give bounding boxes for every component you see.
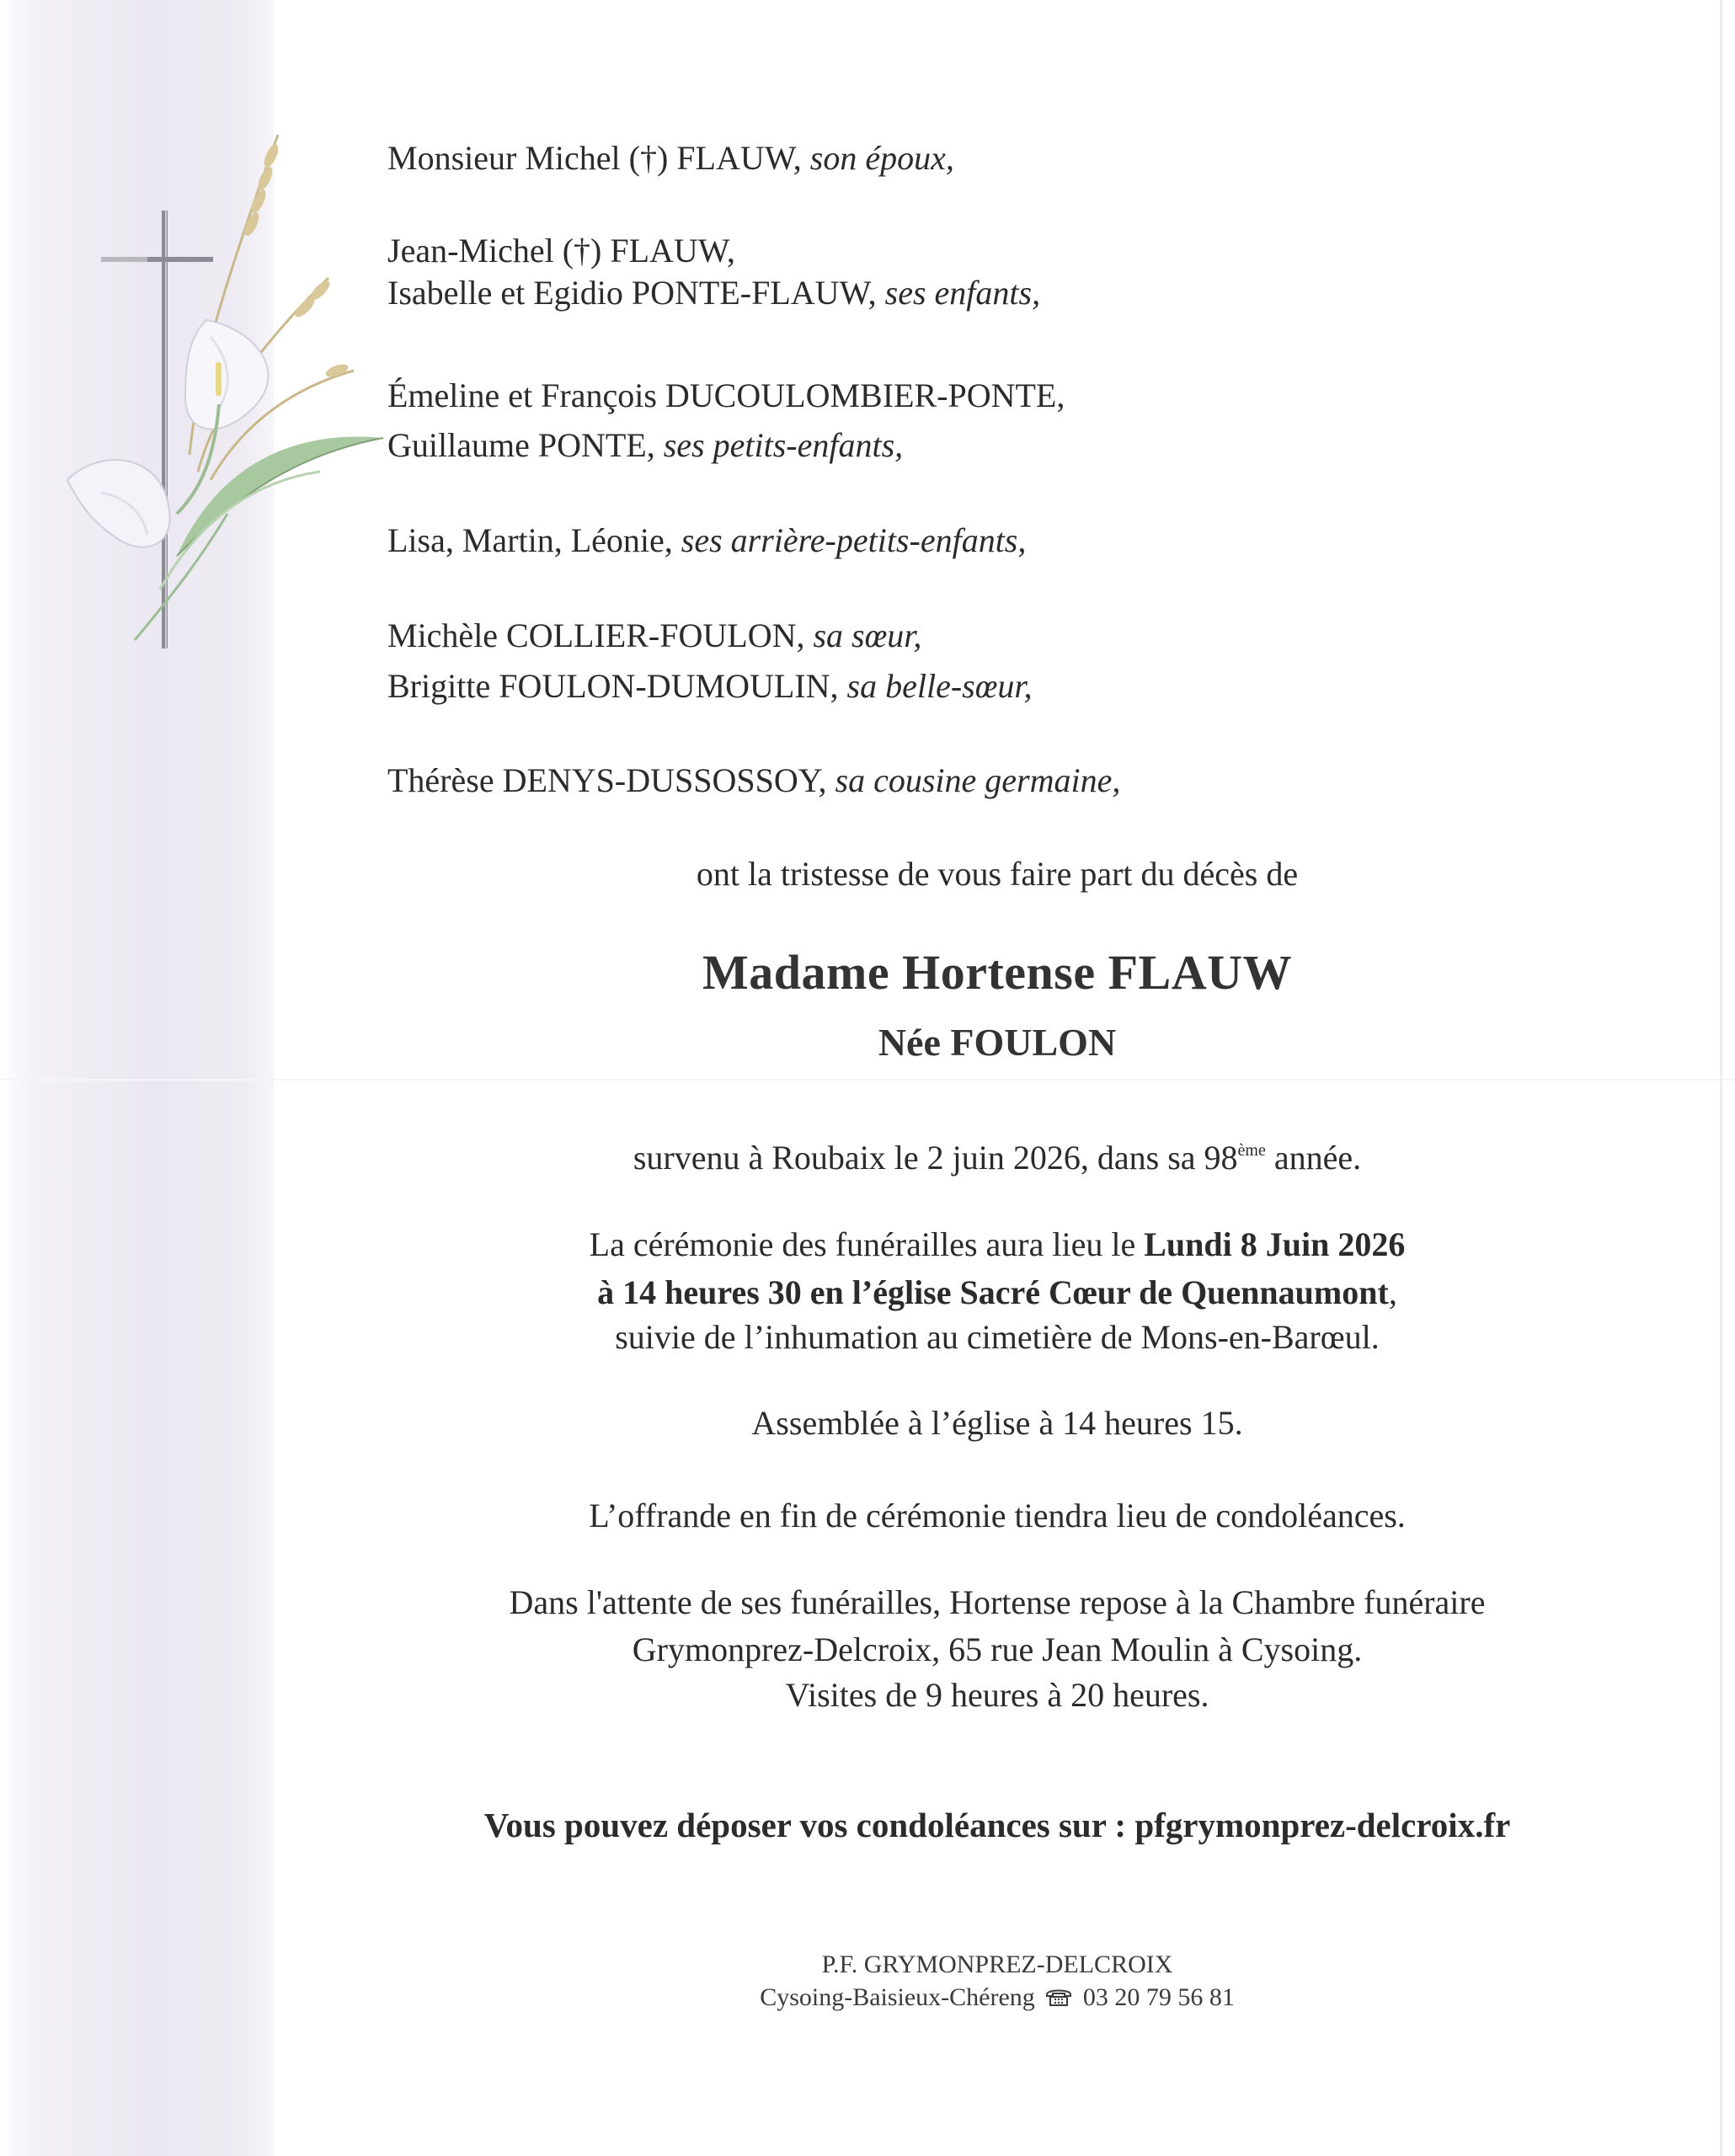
lily-cross-illustration	[51, 118, 387, 657]
family-line	[387, 520, 1026, 562]
ceremony-line-1	[274, 1224, 1721, 1266]
ordinal-suffix: ème	[1237, 1141, 1266, 1160]
family-name: Lisa, Martin, Léonie,	[387, 521, 673, 559]
family-name: Monsieur Michel (†) FLAUW,	[387, 139, 802, 177]
family-line	[387, 665, 1033, 707]
deceased-name: Madame Hortense FLAUW	[702, 945, 1292, 1000]
footer-company: P.F. GRYMONPREZ-DELCROIX	[821, 1951, 1173, 1978]
family-name: Thérèse DENYS-DUSSOSSOY,	[387, 761, 827, 799]
rest-line-3: Visites de 9 heures à 20 heures.	[785, 1676, 1209, 1714]
announcement: ont la tristesse de vous faire part du décès de	[696, 855, 1299, 893]
family-name: Guillaume PONTE,	[387, 426, 655, 464]
family-relation: sa sœur,	[813, 616, 922, 654]
family-name: Michèle COLLIER-FOULON,	[387, 616, 805, 654]
cross-icon	[101, 211, 213, 648]
family-line	[387, 272, 1040, 314]
footer-contact	[274, 1981, 1721, 2015]
family-name: Jean-Michel (†) FLAUW,	[387, 232, 735, 270]
family-line	[387, 615, 921, 657]
assembly: Assemblée à l’église à 14 heures 15.	[751, 1404, 1243, 1442]
family-line	[387, 760, 1120, 802]
family-relation: son époux,	[809, 139, 954, 177]
ceremony-comma: ,	[1388, 1273, 1397, 1311]
family-relation: sa belle-sœur,	[846, 667, 1033, 705]
family-line	[387, 230, 735, 272]
family-relation: sa cousine germaine,	[835, 761, 1121, 799]
phone-icon	[1044, 1987, 1073, 2007]
family-relation: ses enfants,	[884, 274, 1041, 312]
offering: L’offrande en fin de cérémonie tiendra lieu de condoléances.	[589, 1497, 1406, 1534]
footer-phone: 03 20 79 56 81	[1082, 1983, 1235, 2011]
rest-line-1: Dans l'attente de ses funérailles, Hortense repose à la Chambre funéraire	[509, 1583, 1486, 1621]
family-line	[387, 375, 1065, 417]
death-text: survenu à Roubaix le 2 juin 2026, dans sa 98	[633, 1139, 1238, 1177]
family-name: Isabelle et Egidio PONTE-FLAUW,	[387, 274, 877, 312]
ceremony-date: Lundi 8 Juin 2026	[1144, 1225, 1406, 1263]
family-relation: ses arrière-petits-enfants,	[681, 521, 1027, 559]
deceased-maiden-name: Née FOULON	[878, 1021, 1117, 1064]
death-notice	[274, 1137, 1721, 1179]
family-line	[387, 137, 954, 179]
ceremony-line-3: suivie de l’inhumation au cimetière de Mons-en-Barœul.	[615, 1318, 1380, 1356]
family-name: Émeline et François DUCOULOMBIER-PONTE,	[387, 376, 1065, 414]
lily-icon	[67, 320, 268, 547]
ceremony-line-2	[274, 1272, 1721, 1314]
ceremony-place: à 14 heures 30 en l’église Sacré Cœur de Quennaumont	[597, 1273, 1389, 1311]
death-text-end: année.	[1265, 1139, 1362, 1177]
rest-line-2: Grymonprez-Delcroix, 65 rue Jean Moulin à Cysoing.	[632, 1630, 1363, 1668]
family-relation: ses petits-enfants,	[663, 426, 904, 464]
family-line	[387, 424, 903, 467]
fold-line	[0, 1079, 1735, 1081]
leaf-icon	[135, 437, 383, 640]
footer-location: Cysoing-Baisieux-Chéreng	[760, 1983, 1035, 2011]
family-name: Brigitte FOULON-DUMOULIN,	[387, 667, 839, 705]
ceremony-text: La cérémonie des funérailles aura lieu le	[589, 1225, 1145, 1263]
condolences-link: Vous pouvez déposer vos condoléances sur : pfgrymonprez-delcroix.fr	[483, 1806, 1511, 1844]
